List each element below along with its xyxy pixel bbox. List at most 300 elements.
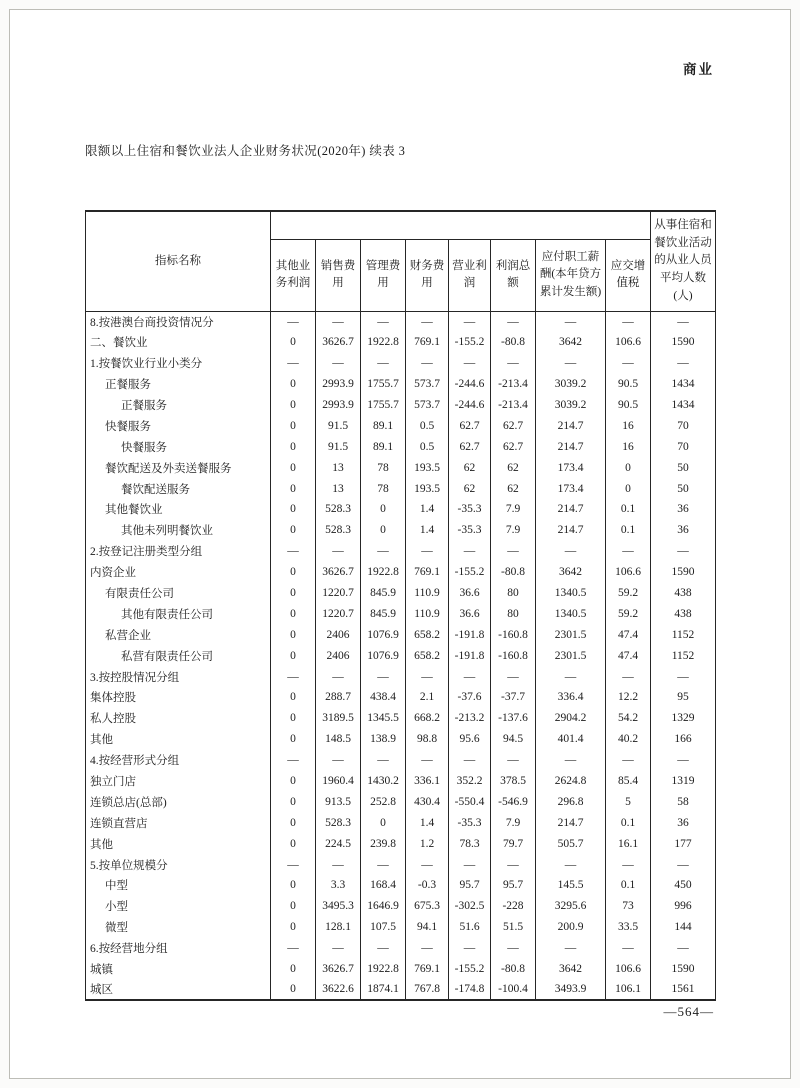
cell-value: 13 (316, 457, 361, 478)
cell-value: 95.7 (491, 875, 536, 896)
cell-value: 2624.8 (536, 771, 606, 792)
cell-value: 528.3 (316, 520, 361, 541)
cell-value: 1.4 (406, 812, 449, 833)
cell-value: 2.1 (406, 687, 449, 708)
cell-value: 1922.8 (361, 332, 406, 353)
cell-value: — (316, 938, 361, 959)
cell-value: 145.5 (536, 875, 606, 896)
cell-value: 1590 (651, 562, 716, 583)
cell-value: 62.7 (449, 436, 491, 457)
table-row (86, 478, 716, 499)
cell-value: 1340.5 (536, 583, 606, 604)
cell-value: 0.1 (606, 875, 651, 896)
row-label: 餐饮配送服务 (86, 478, 271, 499)
table-row (86, 959, 716, 980)
cell-value: 438 (651, 583, 716, 604)
cell-value: 1329 (651, 708, 716, 729)
cell-value: 3039.2 (536, 395, 606, 416)
cell-value: — (316, 541, 361, 562)
cell-value: — (606, 854, 651, 875)
cell-value: — (271, 666, 316, 687)
cell-value: — (271, 854, 316, 875)
cell-value: 59.2 (606, 603, 651, 624)
cell-value: 40.2 (606, 729, 651, 750)
cell-value: 1874.1 (361, 980, 406, 1001)
cell-value: 3495.3 (316, 896, 361, 917)
table-row (86, 854, 716, 875)
table-row (86, 896, 716, 917)
row-label: 其他有限责任公司 (86, 603, 271, 624)
cell-value: 90.5 (606, 395, 651, 416)
cell-value: 0.1 (606, 499, 651, 520)
cell-value: 214.7 (536, 499, 606, 520)
row-label: 小型 (86, 896, 271, 917)
cell-value: 36 (651, 499, 716, 520)
cell-value: 89.1 (361, 436, 406, 457)
cell-value: — (536, 353, 606, 374)
cell-value: 1.2 (406, 833, 449, 854)
cell-value: 0 (361, 812, 406, 833)
cell-value: 94.1 (406, 917, 449, 938)
cell-value: 33.5 (606, 917, 651, 938)
cell-value: 47.4 (606, 624, 651, 645)
cell-value: 0 (271, 374, 316, 395)
cell-value: 0 (271, 791, 316, 812)
cell-value: -80.8 (491, 562, 536, 583)
cell-value: 0.1 (606, 520, 651, 541)
cell-value: 2993.9 (316, 395, 361, 416)
cell-value: 0 (271, 896, 316, 917)
table-row (86, 833, 716, 854)
cell-value: 0 (271, 708, 316, 729)
cell-value: 54.2 (606, 708, 651, 729)
cell-value: 3626.7 (316, 562, 361, 583)
cell-value: 173.4 (536, 478, 606, 499)
cell-value: — (361, 938, 406, 959)
cell-value: 62.7 (491, 415, 536, 436)
row-label: 其他 (86, 833, 271, 854)
cell-value: 336.1 (406, 771, 449, 792)
cell-value: 73 (606, 896, 651, 917)
cell-value: 3642 (536, 562, 606, 583)
cell-value: 1319 (651, 771, 716, 792)
cell-value: 1.4 (406, 520, 449, 541)
cell-value: 430.4 (406, 791, 449, 812)
cell-value: 769.1 (406, 562, 449, 583)
cell-value: 769.1 (406, 959, 449, 980)
row-label: 餐饮配送及外卖送餐服务 (86, 457, 271, 478)
cell-value: — (406, 311, 449, 332)
cell-value: — (449, 854, 491, 875)
cell-value: — (491, 311, 536, 332)
cell-value: 1561 (651, 980, 716, 1001)
cell-value: — (361, 311, 406, 332)
cell-value: 98.8 (406, 729, 449, 750)
row-label: 私人控股 (86, 708, 271, 729)
cell-value: 0 (271, 980, 316, 1001)
cell-value: 252.8 (361, 791, 406, 812)
cell-value: 1152 (651, 624, 716, 645)
cell-value: 91.5 (316, 436, 361, 457)
cell-value: 193.5 (406, 478, 449, 499)
cell-value: 675.3 (406, 896, 449, 917)
cell-value: 767.8 (406, 980, 449, 1001)
row-label: 二、餐饮业 (86, 332, 271, 353)
cell-value: 36 (651, 520, 716, 541)
cell-value: — (651, 541, 716, 562)
table-row (86, 415, 716, 436)
cell-value: 168.4 (361, 875, 406, 896)
cell-value: 177 (651, 833, 716, 854)
col-header-financial-expense: 财务费用 (406, 239, 449, 311)
table-row (86, 875, 716, 896)
cell-value: 16 (606, 436, 651, 457)
cell-value: 0 (271, 833, 316, 854)
cell-value: — (491, 938, 536, 959)
cell-value: 0 (271, 583, 316, 604)
cell-value: — (606, 541, 651, 562)
cell-value: — (271, 541, 316, 562)
cell-value: 913.5 (316, 791, 361, 812)
cell-value: — (491, 750, 536, 771)
row-label: 正餐服务 (86, 374, 271, 395)
row-label: 连锁总店(总部) (86, 791, 271, 812)
cell-value: 0 (271, 457, 316, 478)
cell-value: — (491, 541, 536, 562)
cell-value: 0 (271, 812, 316, 833)
col-header-vat-payable: 应交增值税 (606, 239, 651, 311)
cell-value: 0 (271, 687, 316, 708)
cell-value: — (406, 750, 449, 771)
cell-value: — (449, 938, 491, 959)
col-header-admin-expense: 管理费用 (361, 239, 406, 311)
cell-value: -244.6 (449, 374, 491, 395)
cell-value: 352.2 (449, 771, 491, 792)
cell-value: 110.9 (406, 583, 449, 604)
cell-value: -80.8 (491, 959, 536, 980)
cell-value: 106.6 (606, 959, 651, 980)
cell-value: 193.5 (406, 457, 449, 478)
cell-value: 90.5 (606, 374, 651, 395)
row-label: 8.按港澳台商投资情况分 (86, 311, 271, 332)
cell-value: — (606, 938, 651, 959)
cell-value: 62.7 (449, 415, 491, 436)
cell-value: 1220.7 (316, 603, 361, 624)
cell-value: 438 (651, 603, 716, 624)
cell-value: 2904.2 (536, 708, 606, 729)
cell-value: 62 (491, 457, 536, 478)
cell-value: 0 (271, 875, 316, 896)
cell-value: 1076.9 (361, 624, 406, 645)
cell-value: 1152 (651, 645, 716, 666)
cell-value: — (271, 938, 316, 959)
table-row (86, 980, 716, 1001)
cell-value: — (406, 541, 449, 562)
cell-value: 1590 (651, 959, 716, 980)
cell-value: 7.9 (491, 520, 536, 541)
cell-value: 0 (271, 917, 316, 938)
table-row (86, 541, 716, 562)
cell-value: 0 (271, 332, 316, 353)
cell-value: 378.5 (491, 771, 536, 792)
cell-value: — (316, 750, 361, 771)
row-label: 其他未列明餐饮业 (86, 520, 271, 541)
cell-value: 528.3 (316, 812, 361, 833)
cell-value: -550.4 (449, 791, 491, 812)
cell-value: 224.5 (316, 833, 361, 854)
cell-value: 7.9 (491, 499, 536, 520)
cell-value: 1755.7 (361, 374, 406, 395)
cell-value: — (491, 854, 536, 875)
cell-value: — (651, 311, 716, 332)
table-row (86, 938, 716, 959)
cell-value: 0 (271, 415, 316, 436)
cell-value: 13 (316, 478, 361, 499)
row-label: 有限责任公司 (86, 583, 271, 604)
col-header-other-business-profit: 其他业务利润 (271, 239, 316, 311)
cell-value: — (449, 541, 491, 562)
cell-value: — (651, 938, 716, 959)
cell-value: 769.1 (406, 332, 449, 353)
cell-value: 1430.2 (361, 771, 406, 792)
cell-value: -80.8 (491, 332, 536, 353)
cell-value: 80 (491, 603, 536, 624)
table-body (86, 311, 716, 1000)
cell-value: 573.7 (406, 374, 449, 395)
cell-value: 668.2 (406, 708, 449, 729)
row-label: 1.按餐饮业行业小类分 (86, 353, 271, 374)
cell-value: 239.8 (361, 833, 406, 854)
cell-value: -137.6 (491, 708, 536, 729)
cell-value: — (536, 541, 606, 562)
cell-value: — (406, 854, 449, 875)
cell-value: — (449, 353, 491, 374)
cell-value: 0 (271, 499, 316, 520)
row-label: 中型 (86, 875, 271, 896)
cell-value: -213.4 (491, 395, 536, 416)
cell-value: 5 (606, 791, 651, 812)
cell-value: 0.5 (406, 415, 449, 436)
cell-value: 128.1 (316, 917, 361, 938)
cell-value: 2406 (316, 645, 361, 666)
row-label: 2.按登记注册类型分组 (86, 541, 271, 562)
cell-value: 95 (651, 687, 716, 708)
cell-value: 1590 (651, 332, 716, 353)
cell-value: — (536, 666, 606, 687)
cell-value: 0 (606, 478, 651, 499)
cell-value: 0 (361, 520, 406, 541)
cell-value: 50 (651, 457, 716, 478)
cell-value: -160.8 (491, 645, 536, 666)
cell-value: 70 (651, 436, 716, 457)
cell-value: — (406, 666, 449, 687)
cell-value: 91.5 (316, 415, 361, 436)
cell-value: — (606, 666, 651, 687)
table-row (86, 353, 716, 374)
table-row (86, 917, 716, 938)
cell-value: 658.2 (406, 624, 449, 645)
cell-value: — (316, 311, 361, 332)
cell-value: 0.5 (406, 436, 449, 457)
cell-value: — (491, 666, 536, 687)
cell-value: — (536, 311, 606, 332)
cell-value: -213.4 (491, 374, 536, 395)
cell-value: 2406 (316, 624, 361, 645)
cell-value: 0 (606, 457, 651, 478)
col-header-selling-expense: 销售费用 (316, 239, 361, 311)
row-label: 正餐服务 (86, 395, 271, 416)
row-label: 内资企业 (86, 562, 271, 583)
cell-value: 47.4 (606, 645, 651, 666)
cell-value: 78.3 (449, 833, 491, 854)
cell-value: 62 (449, 478, 491, 499)
cell-value: — (651, 666, 716, 687)
cell-value: 16 (606, 415, 651, 436)
cell-value: 3189.5 (316, 708, 361, 729)
cell-value: 78 (361, 478, 406, 499)
cell-value: 36 (651, 812, 716, 833)
row-label: 5.按单位规模分 (86, 854, 271, 875)
cell-value: 0 (271, 729, 316, 750)
cell-value: 1340.5 (536, 603, 606, 624)
cell-value: 0 (271, 959, 316, 980)
cell-value: 450 (651, 875, 716, 896)
table-row (86, 750, 716, 771)
cell-value: 110.9 (406, 603, 449, 624)
cell-value: — (361, 541, 406, 562)
cell-value: 0 (271, 436, 316, 457)
cell-value: -155.2 (449, 332, 491, 353)
row-label: 快餐服务 (86, 415, 271, 436)
cell-value: 1960.4 (316, 771, 361, 792)
table-row (86, 395, 716, 416)
cell-value: 107.5 (361, 917, 406, 938)
col-header-indicator-name: 指标名称 (86, 211, 271, 311)
cell-value: 16.1 (606, 833, 651, 854)
table-row (86, 583, 716, 604)
cell-value: 94.5 (491, 729, 536, 750)
cell-value: 3.3 (316, 875, 361, 896)
cell-value: 173.4 (536, 457, 606, 478)
cell-value: 51.5 (491, 917, 536, 938)
cell-value: — (536, 750, 606, 771)
cell-value: -0.3 (406, 875, 449, 896)
cell-value: 214.7 (536, 436, 606, 457)
cell-value: 1345.5 (361, 708, 406, 729)
table-row (86, 332, 716, 353)
cell-value: 79.7 (491, 833, 536, 854)
cell-value: -100.4 (491, 980, 536, 1001)
table-row (86, 520, 716, 541)
cell-value: 0 (271, 771, 316, 792)
cell-value: 36.6 (449, 603, 491, 624)
cell-value: -228 (491, 896, 536, 917)
cell-value: 0 (271, 645, 316, 666)
cell-value: 3493.9 (536, 980, 606, 1001)
cell-value: -35.3 (449, 812, 491, 833)
col-header-payable-compensation: 应付职工薪酬(本年贷方累计发生额) (536, 239, 606, 311)
row-label: 城区 (86, 980, 271, 1001)
row-label: 连锁直营店 (86, 812, 271, 833)
table-row (86, 645, 716, 666)
cell-value: 0 (271, 478, 316, 499)
table-row (86, 436, 716, 457)
cell-value: 845.9 (361, 603, 406, 624)
cell-value: -35.3 (449, 520, 491, 541)
cell-value: -302.5 (449, 896, 491, 917)
cell-value: 166 (651, 729, 716, 750)
cell-value: 288.7 (316, 687, 361, 708)
cell-value: — (606, 311, 651, 332)
cell-value: 2301.5 (536, 624, 606, 645)
table-row (86, 562, 716, 583)
cell-value: — (536, 854, 606, 875)
cell-value: 3642 (536, 332, 606, 353)
cell-value: — (449, 311, 491, 332)
header-spacer-band (271, 211, 651, 239)
cell-value: -191.8 (449, 645, 491, 666)
row-label: 其他 (86, 729, 271, 750)
row-label: 快餐服务 (86, 436, 271, 457)
cell-value: 0 (271, 624, 316, 645)
cell-value: 138.9 (361, 729, 406, 750)
table-row (86, 708, 716, 729)
cell-value: 7.9 (491, 812, 536, 833)
table-header (86, 211, 716, 311)
cell-value: -35.3 (449, 499, 491, 520)
cell-value: 0.1 (606, 812, 651, 833)
table-row (86, 812, 716, 833)
cell-value: — (316, 854, 361, 875)
cell-value: 0 (271, 395, 316, 416)
table-row (86, 374, 716, 395)
cell-value: 148.5 (316, 729, 361, 750)
cell-value: 336.4 (536, 687, 606, 708)
cell-value: 1922.8 (361, 562, 406, 583)
table-row (86, 624, 716, 645)
cell-value: — (316, 666, 361, 687)
cell-value: — (651, 854, 716, 875)
cell-value: 528.3 (316, 499, 361, 520)
chapter-running-head: 商业 (683, 62, 714, 77)
cell-value: 62.7 (491, 436, 536, 457)
cell-value: -155.2 (449, 959, 491, 980)
cell-value: — (406, 353, 449, 374)
cell-value: 2993.9 (316, 374, 361, 395)
cell-value: 1220.7 (316, 583, 361, 604)
cell-value: 573.7 (406, 395, 449, 416)
cell-value: -191.8 (449, 624, 491, 645)
cell-value: 12.2 (606, 687, 651, 708)
cell-value: — (536, 938, 606, 959)
table-row (86, 457, 716, 478)
cell-value: 214.7 (536, 520, 606, 541)
cell-value: 658.2 (406, 645, 449, 666)
cell-value: — (449, 666, 491, 687)
cell-value: — (361, 854, 406, 875)
cell-value: 1434 (651, 395, 716, 416)
table-title: 限额以上住宿和餐饮业法人企业财务状况(2020年) 续表 3 (85, 144, 406, 158)
cell-value: 845.9 (361, 583, 406, 604)
cell-value: 401.4 (536, 729, 606, 750)
cell-value: 3039.2 (536, 374, 606, 395)
cell-value: 106.6 (606, 562, 651, 583)
cell-value: 1076.9 (361, 645, 406, 666)
cell-value: -174.8 (449, 980, 491, 1001)
cell-value: — (651, 750, 716, 771)
cell-value: — (316, 353, 361, 374)
cell-value: 106.6 (606, 332, 651, 353)
